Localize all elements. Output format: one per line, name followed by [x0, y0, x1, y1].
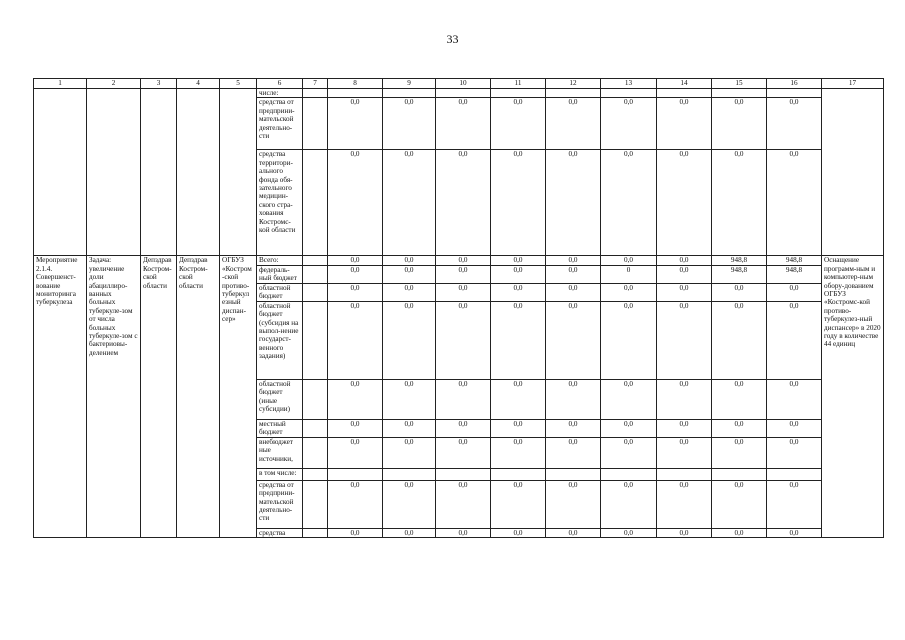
blank-cell [177, 89, 220, 256]
value-cell: 0,0 [436, 301, 491, 379]
value-cell: 0,0 [383, 379, 436, 419]
value-cell: 0,0 [546, 98, 601, 150]
value-cell: 0,0 [657, 437, 712, 468]
blank-cell [601, 89, 657, 98]
value-cell: 0,0 [767, 150, 822, 256]
value-cell [712, 468, 767, 480]
value-cell: 0,0 [328, 150, 383, 256]
value-cell: 0,0 [712, 150, 767, 256]
value-cell: 0,0 [383, 265, 436, 283]
blank-cell [303, 528, 328, 537]
value-cell: 0,0 [436, 528, 491, 537]
row-label: в том числе: [257, 468, 303, 480]
measure-col3: Депздрав Костром-ской области [141, 256, 177, 538]
value-cell: 0,0 [767, 379, 822, 419]
value-cell: 0,0 [383, 150, 436, 256]
value-cell: 0,0 [436, 437, 491, 468]
value-cell: 0,0 [383, 283, 436, 301]
value-cell: 0,0 [712, 379, 767, 419]
blank-cell [303, 98, 328, 150]
value-cell: 0,0 [328, 419, 383, 437]
row-label: внебюджет ные источники, [257, 437, 303, 468]
value-cell: 0,0 [328, 265, 383, 283]
column-header: 11 [491, 79, 546, 89]
column-header: 12 [546, 79, 601, 89]
value-cell: 0,0 [712, 419, 767, 437]
row-label: средства от предприни-мательской деятельно-сти [257, 98, 303, 150]
value-cell: 0,0 [491, 150, 546, 256]
value-cell: 0,0 [491, 437, 546, 468]
column-header: 1 [34, 79, 87, 89]
value-cell [601, 468, 657, 480]
value-cell: 0,0 [767, 419, 822, 437]
value-cell: 0,0 [712, 480, 767, 528]
value-cell [767, 468, 822, 480]
value-cell [328, 468, 383, 480]
blank-cell [767, 89, 822, 98]
value-cell: 0,0 [383, 528, 436, 537]
blank-cell [303, 419, 328, 437]
blank-cell [436, 89, 491, 98]
column-header: 7 [303, 79, 328, 89]
value-cell: 0,0 [601, 437, 657, 468]
value-cell: 0,0 [712, 301, 767, 379]
row-label: средства от предприни-мательской деятельно-сти [257, 480, 303, 528]
value-cell: 948,8 [712, 256, 767, 265]
measure-result: Оснащение программ-ным и компьютер-ным обору-дованием ОГБУЗ «Костромс-кой противо-туберкулез-ный диспансер» в 2020 году в количестве 44 единиц [822, 256, 884, 538]
value-cell: 0,0 [328, 283, 383, 301]
column-header: 17 [822, 79, 884, 89]
blank-cell [220, 89, 257, 256]
value-cell [657, 468, 712, 480]
table-body [34, 89, 884, 538]
value-cell: 0,0 [601, 480, 657, 528]
value-cell: 0,0 [657, 98, 712, 150]
value-cell: 0,0 [546, 301, 601, 379]
value-cell: 0,0 [328, 437, 383, 468]
blank-cell [303, 89, 328, 98]
value-cell: 0,0 [491, 301, 546, 379]
value-cell: 0,0 [436, 480, 491, 528]
value-cell: 0,0 [436, 150, 491, 256]
measure-col2: Задача: увеличение доли абациллиро-ванных больных туберкуле-зом от числа больных туберкуле-зом с бактериовы-делением [87, 256, 141, 538]
value-cell: 0,0 [601, 419, 657, 437]
blank-cell [303, 256, 328, 265]
value-cell: 0,0 [601, 256, 657, 265]
row-label: областной бюджет (субсидия на выпол-нение государст-венного задания) [257, 301, 303, 379]
value-cell: 0,0 [657, 150, 712, 256]
value-cell: 948,8 [767, 265, 822, 283]
column-header: 13 [601, 79, 657, 89]
column-header: 14 [657, 79, 712, 89]
value-cell: 0,0 [546, 480, 601, 528]
row-label: федераль-ный бюджет [257, 265, 303, 283]
value-cell: 0,0 [546, 283, 601, 301]
value-cell: 0,0 [383, 480, 436, 528]
value-cell: 0,0 [491, 480, 546, 528]
value-cell: 0,0 [328, 480, 383, 528]
value-cell: 0,0 [491, 419, 546, 437]
value-cell: 0,0 [491, 265, 546, 283]
value-cell: 0,0 [383, 437, 436, 468]
value-cell: 0,0 [491, 379, 546, 419]
value-cell: 0 [601, 265, 657, 283]
blank-cell [303, 437, 328, 468]
value-cell: 948,8 [712, 265, 767, 283]
blank-cell [546, 89, 601, 98]
blank-cell [328, 89, 383, 98]
value-cell: 0,0 [657, 265, 712, 283]
blank-cell [87, 89, 141, 256]
value-cell: 0,0 [546, 265, 601, 283]
blank-cell [657, 89, 712, 98]
value-cell: 0,0 [491, 256, 546, 265]
column-header: 6 [257, 79, 303, 89]
value-cell: 0,0 [436, 98, 491, 150]
budget-table [33, 78, 884, 538]
measure-col5: ОГБУЗ «Костром-ской противо-туберкул езный диспан-сер» [220, 256, 257, 538]
blank-cell [34, 89, 87, 256]
value-cell: 0,0 [767, 98, 822, 150]
value-cell: 0,0 [328, 528, 383, 537]
value-cell: 0,0 [491, 528, 546, 537]
column-header: 10 [436, 79, 491, 89]
value-cell: 948,8 [767, 256, 822, 265]
value-cell: 0,0 [767, 480, 822, 528]
value-cell: 0,0 [767, 528, 822, 537]
column-header: 15 [712, 79, 767, 89]
column-header: 2 [87, 79, 141, 89]
value-cell: 0,0 [546, 528, 601, 537]
value-cell: 0,0 [546, 150, 601, 256]
row-label: средства [257, 528, 303, 537]
value-cell: 0,0 [546, 379, 601, 419]
measure-col4: Депздрав Костром-ской области [177, 256, 220, 538]
blank-cell [303, 265, 328, 283]
table-header [34, 79, 884, 89]
value-cell: 0,0 [767, 301, 822, 379]
blank-cell [712, 89, 767, 98]
page-number: 33 [446, 32, 459, 46]
blank-cell [303, 301, 328, 379]
column-header: 5 [220, 79, 257, 89]
row-label: числе: [257, 89, 303, 98]
row-label: средства территори-ального фонда обя-зательного медицин-ского стра-хования Костромс-кой области [257, 150, 303, 256]
value-cell: 0,0 [328, 379, 383, 419]
value-cell: 0,0 [767, 283, 822, 301]
value-cell: 0,0 [657, 283, 712, 301]
value-cell: 0,0 [436, 379, 491, 419]
column-header: 16 [767, 79, 822, 89]
value-cell: 0,0 [601, 301, 657, 379]
blank-cell [383, 89, 436, 98]
value-cell: 0,0 [601, 379, 657, 419]
blank-cell [141, 89, 177, 256]
value-cell: 0,0 [328, 256, 383, 265]
value-cell: 0,0 [383, 419, 436, 437]
value-cell: 0,0 [712, 98, 767, 150]
value-cell: 0,0 [601, 283, 657, 301]
value-cell: 0,0 [436, 265, 491, 283]
blank-cell [491, 89, 546, 98]
row-label: областной бюджет (иные субсидии) [257, 379, 303, 419]
value-cell: 0,0 [436, 419, 491, 437]
blank-cell [822, 89, 884, 256]
blank-cell [303, 468, 328, 480]
value-cell: 0,0 [491, 283, 546, 301]
blank-cell [303, 150, 328, 256]
value-cell: 0,0 [657, 379, 712, 419]
blank-cell [303, 480, 328, 528]
value-cell: 0,0 [657, 419, 712, 437]
column-header: 4 [177, 79, 220, 89]
table-row [34, 256, 884, 265]
value-cell [546, 468, 601, 480]
value-cell: 0,0 [657, 480, 712, 528]
value-cell: 0,0 [546, 256, 601, 265]
value-cell: 0,0 [383, 98, 436, 150]
row-label: областной бюджет [257, 283, 303, 301]
column-header: 8 [328, 79, 383, 89]
value-cell [491, 468, 546, 480]
value-cell: 0,0 [712, 437, 767, 468]
value-cell: 0,0 [328, 98, 383, 150]
value-cell: 0,0 [601, 150, 657, 256]
table-row [34, 89, 884, 98]
value-cell: 0,0 [546, 437, 601, 468]
value-cell: 0,0 [328, 301, 383, 379]
value-cell: 0,0 [767, 437, 822, 468]
value-cell: 0,0 [601, 98, 657, 150]
measure-col1: Мероприятие 2.1.4. Совершенст-вование мониторинга туберкулеза [34, 256, 87, 538]
value-cell: 0,0 [546, 419, 601, 437]
value-cell: 0,0 [601, 528, 657, 537]
value-cell: 0,0 [712, 528, 767, 537]
column-header: 9 [383, 79, 436, 89]
blank-cell [303, 283, 328, 301]
column-header: 3 [141, 79, 177, 89]
value-cell [383, 468, 436, 480]
blank-cell [303, 379, 328, 419]
value-cell: 0,0 [712, 283, 767, 301]
row-label: Всего: [257, 256, 303, 265]
value-cell: 0,0 [383, 256, 436, 265]
row-label: местный бюджет [257, 419, 303, 437]
value-cell: 0,0 [657, 301, 712, 379]
value-cell: 0,0 [383, 301, 436, 379]
value-cell [436, 468, 491, 480]
value-cell: 0,0 [436, 256, 491, 265]
value-cell: 0,0 [436, 283, 491, 301]
value-cell: 0,0 [491, 98, 546, 150]
value-cell: 0,0 [657, 528, 712, 537]
value-cell: 0,0 [657, 256, 712, 265]
